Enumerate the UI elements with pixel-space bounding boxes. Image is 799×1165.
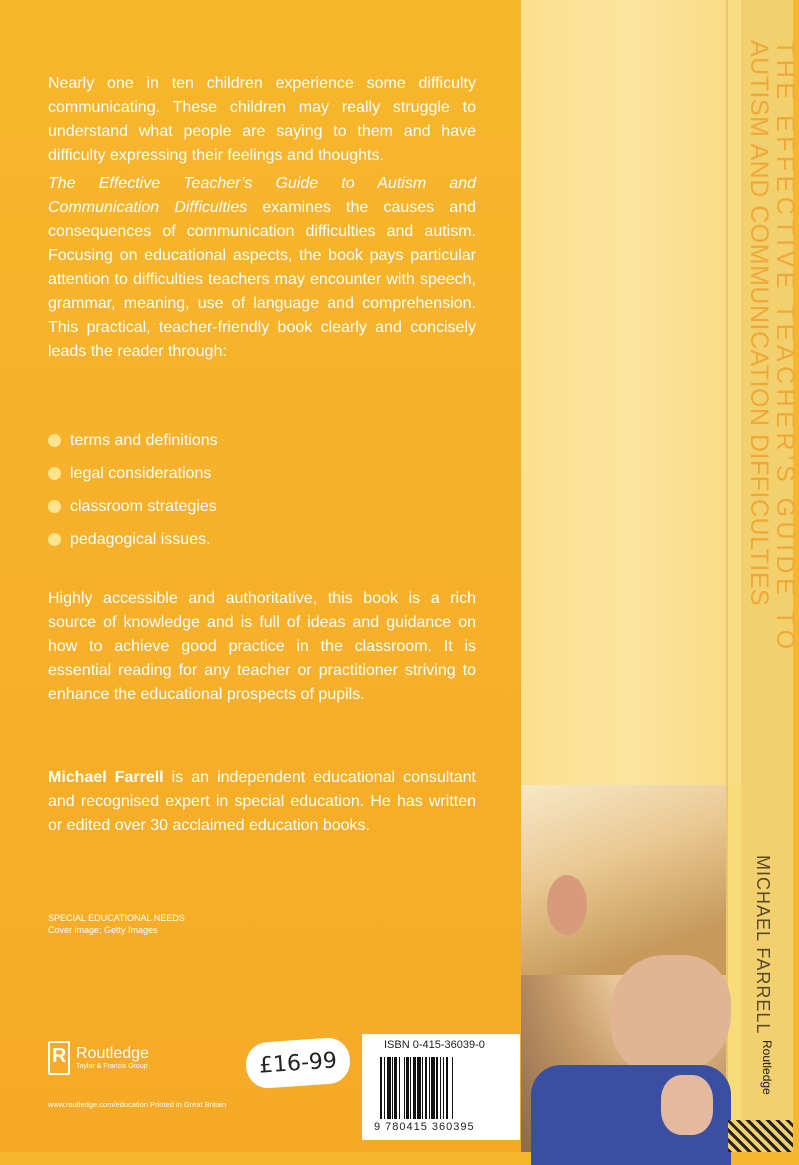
author-paragraph (48, 766, 476, 838)
intro-paragraph (48, 72, 476, 168)
barcode-bar (453, 1057, 454, 1119)
cover-credit: Cover image: Getty Images (48, 925, 158, 935)
list-item-label: pedagogical issues. (70, 530, 211, 548)
credits (48, 912, 185, 936)
spine-edge (726, 0, 728, 1152)
spine-title-line1: THE EFFECTIVE TEACHER’S GUIDE TO (771, 40, 799, 654)
list-item-label: classroom strategies (70, 497, 217, 515)
spine-title-line2: AUTISM AND COMMUNICATION DIFFICULTIES (745, 40, 773, 607)
list-item-label: terms and definitions (70, 431, 218, 449)
summary-text: Highly accessible and authoritative, this book is a rich source of knowledge and is full of ideas and guidance on how to achieve good practice in the classroom. It is essential reading for any teacher or practitioner striving to enhance the educational prospects of pupils. (48, 590, 476, 703)
spine-publisher: Routledge (760, 1040, 774, 1095)
photo-hand (661, 1075, 713, 1135)
routledge-logo-icon (48, 1041, 70, 1075)
author-bio: is an independent educational consultant and recognised expert in special education. He has written or edited over 30 acclaimed education books. (48, 769, 477, 834)
spine-light-panel (521, 0, 741, 785)
barcode-number: 9 780415 360395 (374, 1121, 475, 1133)
author-text (48, 766, 476, 838)
bullet-dot-icon (48, 533, 61, 546)
cover-photo (521, 785, 726, 1152)
description-text (48, 172, 476, 364)
logo-text (76, 1046, 149, 1071)
author-name: Michael Farrell (48, 769, 164, 786)
logo-letter: R (52, 1045, 67, 1067)
list-item (48, 424, 218, 457)
logo-name: Routledge (76, 1044, 149, 1062)
spine-pattern (728, 1120, 793, 1152)
list-item-label: legal considerations (70, 464, 212, 482)
logo-subtitle: Taylor & Francis Group (76, 1062, 148, 1070)
category-label: SPECIAL EDUCATIONAL NEEDS (48, 913, 185, 923)
description-paragraph (48, 172, 476, 364)
list-item (48, 490, 218, 523)
spine-title (746, 40, 798, 654)
publisher-logo (48, 1041, 149, 1075)
photo-hair (521, 785, 726, 975)
barcode-icon (380, 1057, 500, 1119)
summary-paragraph (48, 587, 476, 707)
topics-list (48, 424, 218, 556)
spine-author: MICHAEL FARRELL (753, 855, 773, 1035)
list-item (48, 457, 218, 490)
photo-ear (547, 875, 587, 935)
isbn-label: ISBN 0-415-36039-0 (384, 1039, 485, 1051)
bullet-dot-icon (48, 434, 61, 447)
web-line: www.routledge.com/education Printed in Great Britain (48, 1100, 227, 1109)
description-rest: examines the causes and consequences of communication difficulties and autism. Focusing on educational aspects, the book pays particular attention to difficulties teachers may encounter with speech, grammar, meaning, use of language and comprehension. This practical, teacher-friendly book clearly and concisely leads the reader through: (48, 199, 476, 360)
price-sticker: £16-99 (245, 1036, 352, 1089)
barcode-box (362, 1034, 520, 1140)
intro-text: Nearly one in ten children experience some difficulty communicating. These children may really struggle to understand what people are saying to them and have difficulty expressing their feelings and thoughts. (48, 75, 476, 164)
bullet-dot-icon (48, 500, 61, 513)
book-title-italic: The Effective Teacher’s Guide to Autism and Communication Difficulties (48, 175, 476, 216)
photo-face (611, 955, 731, 1075)
bullet-dot-icon (48, 467, 61, 480)
list-item (48, 523, 218, 556)
